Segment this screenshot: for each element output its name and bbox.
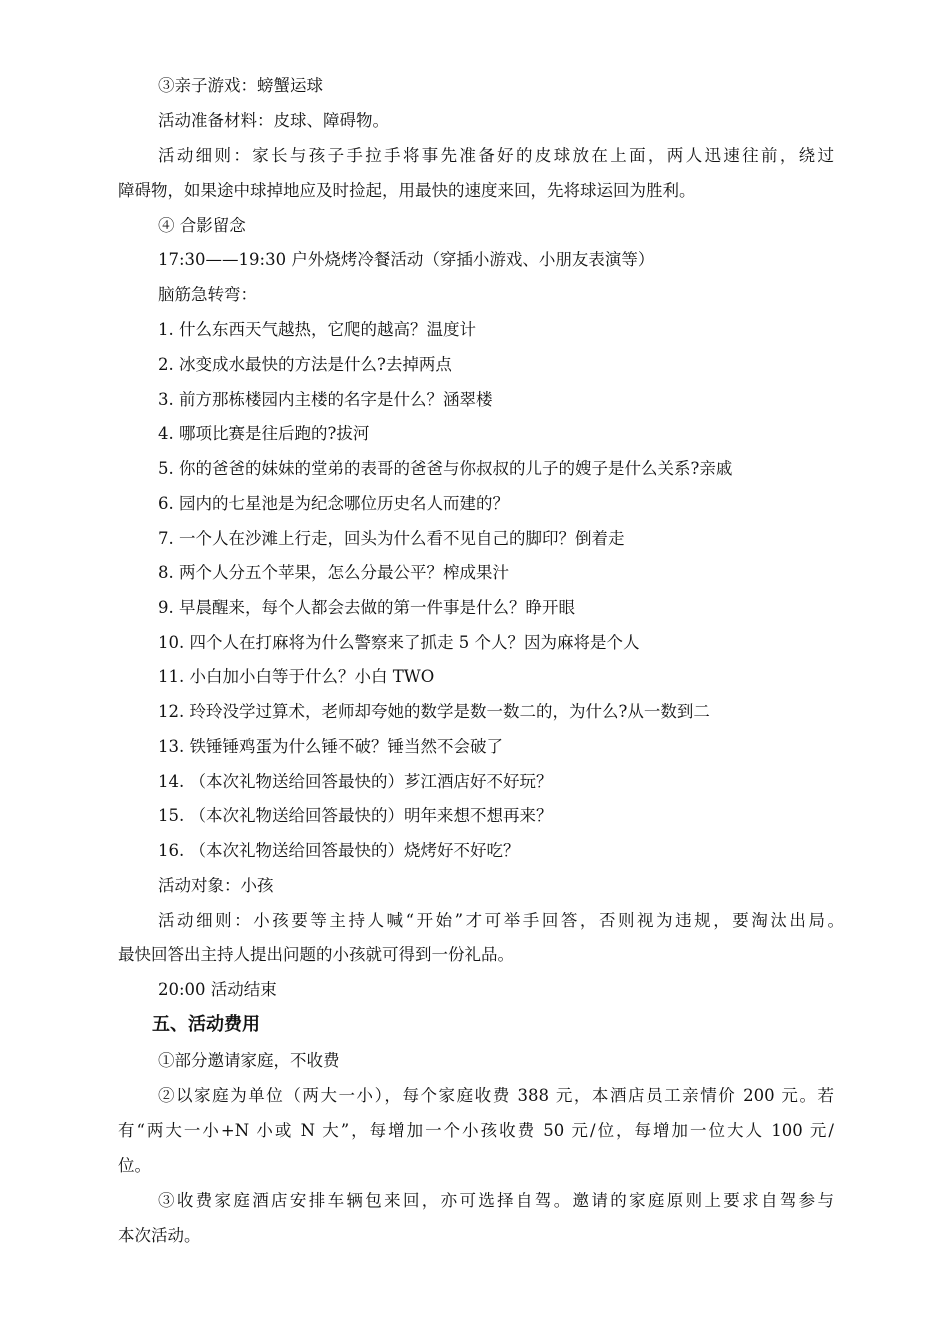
list-item: 6. 园内的七星池是为纪念哪位历史名人而建的？ [158, 494, 509, 513]
list-item: 2. 冰变成水最快的方法是什么?去掉两点 [158, 355, 452, 374]
list-item: 7. 一个人在沙滩上行走，回头为什么看不见自己的脚印？倒着走 [158, 529, 625, 548]
list-item: 16. （本次礼物送给回答最快的）烧烤好不好吃？ [158, 841, 520, 860]
paragraph-line: 障碍物，如果途中球掉地应及时捡起，用最快的速度来回，先将球运回为胜利。 [118, 181, 696, 200]
list-item: 12. 玲玲没学过算术，老师却夸她的数学是数一数二的，为什么?从一数到二 [158, 702, 710, 721]
section-heading: 五、活动费用 [152, 1014, 260, 1035]
list-item: 1. 什么东西天气越热，它爬的越高？温度计 [158, 320, 476, 339]
list-item: 9. 早晨醒来，每个人都会去做的第一件事是什么？睁开眼 [158, 598, 575, 617]
text-line: 20:00 活动结束 [158, 980, 277, 999]
paragraph-line: 有“两大一小+N 小或 N 大”，每增加一个小孩收费 50 元/位，每增加一位大人 100 元/ [118, 1121, 834, 1140]
paragraph-line: ②以家庭为单位（两大一小），每个家庭收费 388 元，本酒店员工亲情价 200 元。若 [158, 1086, 834, 1105]
list-item: 15. （本次礼物送给回答最快的）明年来想不想再来？ [158, 806, 553, 825]
list-item: 14. （本次礼物送给回答最快的）芗江酒店好不好玩？ [158, 772, 553, 791]
text-line: ④ 合影留念 [158, 216, 246, 235]
list-item: 4. 哪项比赛是往后跑的?拔河 [158, 424, 370, 443]
list-item: 5. 你的爸爸的妹妹的堂弟的表哥的爸爸与你叔叔的儿子的嫂子是什么关系?亲戚 [158, 459, 733, 478]
list-item: 3. 前方那栋楼园内主楼的名字是什么？涵翠楼 [158, 390, 493, 409]
paragraph-line: 活动细则：小孩要等主持人喊“开始”才可举手回答，否则视为违规，要淘汰出局。 [158, 911, 844, 930]
paragraph-line: 活动细则：家长与孩子手拉手将事先准备好的皮球放在上面，两人迅速往前，绕过 [158, 146, 834, 165]
text-line: ③亲子游戏：螃蟹运球 [158, 76, 323, 95]
list-item: 11. 小白加小白等于什么？小白 TWO [158, 667, 435, 686]
text-line: ①部分邀请家庭，不收费 [158, 1051, 340, 1070]
paragraph-line: 位。 [118, 1156, 151, 1175]
text-line: 脑筋急转弯： [158, 285, 257, 304]
text-line: 17:30——19:30 户外烧烤冷餐活动（穿插小游戏、小朋友表演等） [158, 250, 655, 269]
list-item: 10. 四个人在打麻将为什么警察来了抓走 5 个人？因为麻将是个人 [158, 633, 640, 652]
text-line: 活动对象：小孩 [158, 876, 274, 895]
list-item: 13. 铁锤锤鸡蛋为什么锤不破？锤当然不会破了 [158, 737, 503, 756]
paragraph-line: 本次活动。 [118, 1226, 201, 1245]
paragraph-line: ③收费家庭酒店安排车辆包来回，亦可选择自驾。邀请的家庭原则上要求自驾参与 [158, 1191, 834, 1210]
text-line: 活动准备材料：皮球、障碍物。 [158, 111, 389, 130]
paragraph-line: 最快回答出主持人提出问题的小孩就可得到一份礼品。 [118, 945, 514, 964]
list-item: 8. 两个人分五个苹果，怎么分最公平？榨成果汁 [158, 563, 509, 582]
